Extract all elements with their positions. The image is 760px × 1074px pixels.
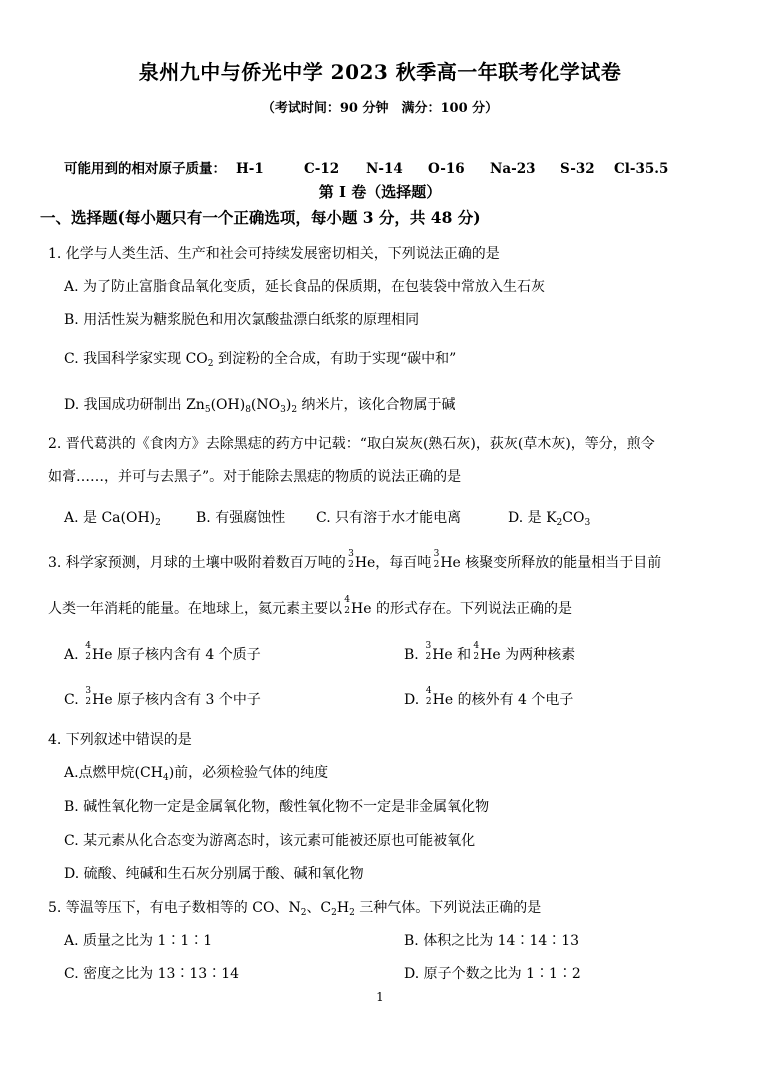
section-heading: 一、选择题(每小题只有一个正确选项，每小题 3 分，共 48 分) [40,208,481,227]
q5-option-c: C. 密度之比为 13∶13∶14 [64,966,240,982]
q3-option-a [64,641,261,664]
q2-a-sub: 2 [155,518,161,528]
volume-title: 第 I 卷（选择题） [318,183,442,201]
q1-d-sub-3: 3 [280,405,286,415]
q4-option-b: B. 碱性氧化物一定是金属氧化物，酸性氧化物不一定是非金属氧化物 [64,799,490,815]
q2-d-sub-2: 3 [584,518,591,528]
q1-option-b: B. 用活性炭为糖浆脱色和用次氯酸盐漂白纸浆的原理相同 [64,312,420,328]
atomic-mass-line [64,160,226,178]
atomic-mass-h: H-1 [236,161,264,177]
page-number: 1 [376,990,384,1004]
exam-title: 泉州九中与侨光中学 2023 秋季高一年联考化学试卷 [138,60,622,84]
q5-stem-4: 三种气体。下列说法正确的是 [354,900,542,916]
q2-d-text-1: D. 是 K [508,510,557,526]
q1-option-d [64,396,456,414]
q4-a-sub: 4 [162,773,169,783]
q1-d-text-1: D. 我国成功研制出 Zn [64,397,205,413]
q5-stem-1: 5. 等温等压下，有电子数相等的 CO、N [48,900,301,916]
atomic-mass-cl: Cl-35.5 [614,161,669,177]
q2-d-sub-1: 2 [556,518,563,528]
q2-stem-line-1: 2. 晋代葛洪的《食肉方》去除黑痣的药方中记载：“取白炭灰(熟石灰)，荻灰(草木灰)，等分，煎令 [48,436,655,452]
q2-option-a [64,509,161,527]
q5-stem-sub-2: 2 [331,908,337,918]
he3-nuclide-symbol: 3 2 [85,686,92,707]
q2-a-text: A. 是 Ca(OH) [64,510,156,526]
q1-d-text-5: 纳米片，该化合物属于碱 [297,397,456,413]
q4-a-text-2: )前，必须检验气体的纯度 [168,765,329,781]
q3-stem-2b: He 的形式存在。下列说法正确的是 [351,601,572,617]
q2-stem-line-2: 如膏……，并可与去黑子”。对于能除去黑痣的物质的说法正确的是 [48,469,462,485]
q3-d-text: He 的核外有 4 个电子 [432,692,574,708]
q5-stem [48,899,541,917]
q5-option-d: D. 原子个数之比为 1∶1∶2 [404,966,581,982]
q4-option-d: D. 硫酸、纯碱和生石灰分别属于酸、碱和氧化物 [64,866,364,882]
q4-option-a [64,764,328,782]
q3-a-text: He 原子核内含有 4 个质子 [92,647,261,663]
q1-d-sub-1: 5 [204,405,211,415]
atomic-mass-s: S-32 [560,161,595,177]
he4-nuclide-symbol: 4 2 [344,595,350,616]
q4-a-text-1: A.点燃甲烷(CH [64,765,163,781]
q3-b-text-2: He 为两种核素 [480,647,576,663]
atomic-mass-o: O-16 [428,161,465,177]
q1-d-sub-4: 2 [291,405,298,415]
q1-d-text-2: (OH) [210,397,246,413]
q5-option-a: A. 质量之比为 1∶1∶1 [64,933,213,949]
q1-stem: 1. 化学与人类生活、生产和社会可持续发展密切相关，下列说法正确的是 [48,246,500,262]
q4-stem: 4. 下列叙述中错误的是 [48,732,192,748]
he3-nuclide-symbol: 3 2 [433,549,440,570]
q3-stem-line-2 [48,595,572,618]
q3-b-text-1: He 和 [432,647,472,663]
q3-option-d [404,686,574,709]
q1-c-text-1: C. 我国科学家实现 CO [64,351,208,367]
q5-stem-sub-3: 2 [349,908,355,918]
q1-d-text-3: (NO [250,397,281,413]
q5-stem-sub-1: 2 [300,908,307,918]
q1-option-a: A. 为了防止富脂食品氧化变质，延长食品的保质期，在包装袋中常放入生石灰 [64,279,546,295]
q3-a-label: A. [64,647,79,663]
q1-option-c [64,350,456,368]
q1-d-text-4: ) [285,397,292,413]
atomic-mass-na: Na-23 [490,161,536,177]
q3-stem-1b: He，每百吨 [354,555,432,571]
exam-subtitle: （考试时间：90 分钟 满分：100 分） [261,101,499,116]
q2-option-c: C. 只有溶于水才能电离 [316,510,462,526]
q3-b-label: B. [404,647,419,663]
he4-nuclide-symbol: 4 2 [425,686,432,707]
atomic-mass-c: C-12 [304,161,340,177]
q3-stem-1c: He 核聚变所释放的能量相当于目前 [440,555,662,571]
q2-d-text-2: CO [562,510,585,526]
q3-c-label: C. [64,692,79,708]
he3-nuclide-symbol: 3 2 [425,641,432,662]
q3-option-c [64,686,261,709]
q1-d-sub-2: 8 [245,405,251,415]
q5-stem-3: H [336,900,350,916]
q2-option-d [508,509,590,527]
q2-option-b: B. 有强腐蚀性 [196,510,286,526]
q3-d-label: D. [404,692,420,708]
he4-nuclide-symbol: 4 2 [473,641,480,662]
q5-option-b: B. 体积之比为 14∶14∶13 [404,933,580,949]
he4-nuclide-symbol: 4 2 [85,641,92,662]
q3-stem-line-1 [48,549,662,572]
q3-c-text: He 原子核内含有 3 个中子 [92,692,261,708]
atomic-mass-n: N-14 [366,161,403,177]
q4-option-c: C. 某元素从化合态变为游离态时，该元素可能被还原也可能被氧化 [64,833,476,849]
he3-nuclide-symbol: 3 2 [348,549,354,570]
q3-option-b [404,641,576,664]
q1-c-text-2: 到淀粉的全合成，有助于实现“碳中和” [213,351,457,367]
q5-stem-2: 、C [306,900,332,916]
q3-stem-1a: 3. 科学家预测，月球的土壤中吸附着数百万吨的 [48,555,346,571]
q1-c-sub: 2 [207,359,214,369]
atomic-mass-label: 可能用到的相对原子质量： [64,161,226,177]
q3-stem-2a: 人类一年消耗的能量。在地球上，氦元素主要以 [48,601,342,617]
